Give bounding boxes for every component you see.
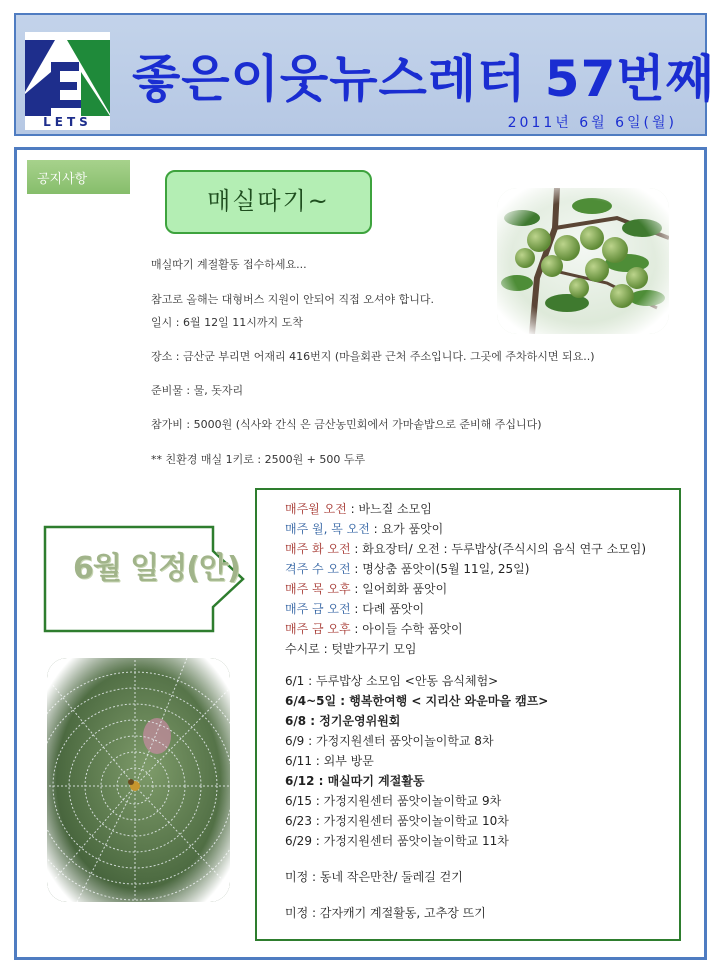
anytime-item: 수시로 : 텃밭가꾸기 모임 (285, 642, 417, 656)
logo-text: LETS (43, 115, 92, 129)
event-item: 6/23 : 가정지원센터 품앗이놀이학교 10차 (285, 814, 509, 828)
weekly-desc: : 다례 품앗이 (350, 602, 425, 616)
spider-web-image (47, 658, 230, 902)
weekly-key: 매주 화 오전 (285, 542, 351, 556)
weekly-key: 매주 목 오후 (285, 582, 351, 596)
weekly-desc: : 바느질 소모임 (346, 502, 432, 516)
undecided-item: 미정 : 동네 작은만찬/ 둘레길 걷기 (285, 870, 463, 884)
event-item: 6/15 : 가정지원센터 품앗이놀이학교 9차 (285, 794, 502, 808)
event-item: 6/8 : 정기운영위원회 (285, 714, 401, 728)
lets-logo (25, 32, 110, 130)
event-item: 6/29 : 가정지원센터 품앗이놀이학교 11차 (285, 834, 509, 848)
weekly-item (285, 620, 463, 637)
event-item: 6/1 : 두루밥상 소모임 <안동 음식체험> (285, 674, 499, 688)
event-item: 6/11 : 외부 방문 (285, 754, 374, 768)
weekly-key: 매주 금 오전 (285, 602, 351, 616)
weekly-item (285, 520, 443, 537)
notice-line: ** 친환경 매실 1키로 : 2500원 + 500 두루 (151, 453, 366, 466)
weekly-item (285, 580, 447, 597)
notice-line: 준비물 : 물, 돗자리 (151, 384, 244, 397)
weekly-key: 매주 월, 목 오전 (285, 522, 370, 536)
notice-tab: 공지사항 (27, 160, 130, 194)
weekly-item (285, 540, 646, 557)
newsletter-header (14, 13, 715, 136)
weekly-item (285, 500, 432, 517)
spider-web-photo (47, 658, 230, 902)
notice-line: 참고로 올해는 대형버스 지원이 안되어 직접 오셔야 합니다. (151, 293, 434, 306)
event-item: 6/12 : 매실따기 계절활동 (285, 774, 425, 788)
headline-badge: 매실따기~ (165, 170, 372, 234)
event-item: 6/4~5일 : 행복한여행 < 지리산 와운마을 캠프> (285, 694, 549, 708)
weekly-desc: : 명상춤 품앗이(5월 11일, 25일) (350, 562, 530, 576)
weekly-key: 매주 금 오후 (285, 622, 351, 636)
newsletter-title: 좋은이웃뉴스레터 57번째 (132, 50, 715, 108)
weekly-desc: : 아이들 수학 품앗이 (350, 622, 463, 636)
issue-date: 2011년 6월 6일(월) (507, 115, 677, 131)
content-panel (14, 147, 707, 960)
weekly-desc: : 화요장터/ 오전 : 두루밥상(주식시의 음식 연구 소모임) (350, 542, 647, 556)
weekly-item (285, 560, 529, 577)
notice-line: 매실따기 계절활동 접수하세요... (151, 258, 307, 271)
plum-tree-photo (497, 188, 669, 334)
event-item: 6/9 : 가정지원센터 품앗이놀이학교 8차 (285, 734, 494, 748)
notice-line: 일시 : 6월 12일 11시까지 도착 (151, 316, 303, 329)
weekly-desc: : 요가 품앗이 (369, 522, 444, 536)
weekly-key: 매주월 오전 (285, 502, 347, 516)
weekly-desc: : 일어회화 품앗이 (350, 582, 448, 596)
schedule-box (255, 488, 681, 941)
plum-tree-image (497, 188, 669, 334)
notice-line: 참가비 : 5000원 (식사와 간식 은 금산농민회에서 가마솥밥으로 준비해 주십니다) (151, 418, 542, 431)
undecided-item: 미정 : 감자캐기 계절활동, 고추장 뜨기 (285, 906, 486, 920)
notice-line: 장소 : 금산군 부리면 어재리 416번지 (마을회관 근처 주소입니다. 그곳에 주차하시면 되요..) (151, 350, 595, 363)
schedule-label: 6월 일정(안) (73, 551, 240, 586)
weekly-item (285, 600, 424, 617)
weekly-key: 격주 수 오전 (285, 562, 351, 576)
